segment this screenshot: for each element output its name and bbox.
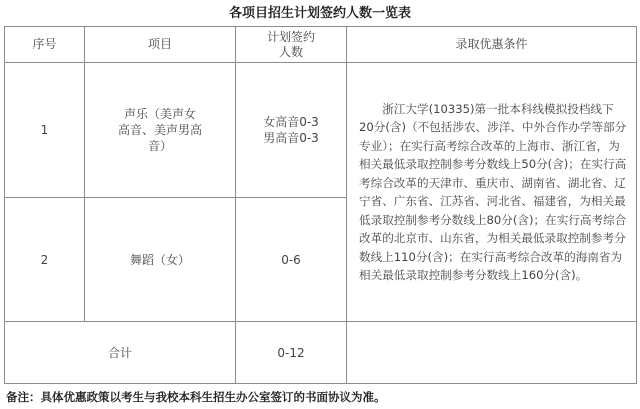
row2-project: 舞蹈（女） (85, 198, 236, 322)
row1-plan-line2: 男高音0-3 (263, 131, 319, 145)
admission-condition: 浙江大学(10335)第一批本科线模拟投档线下20分(含)（不包括涉农、涉洋、中外合作办学等部分专业）；在实行高考综合改革的上海市、浙江省，为相关最低录取控制参考分数线上50分(含)；在实行高考综合改革的天津市、重庆市、湖南省、湖北省、辽宁省、广东省、江苏省、河北省、福建省，为相关最低录取控制参考分数线上80分(含)；在实行高考综合改革的北京市、山东省，为相关最低录取控制参考分数线上110分(含)；在实行高考综合改革的海南省为相关最低录取控制参考分数线上160分(含)。 (347, 63, 637, 322)
header-condition: 录取优惠条件 (347, 27, 637, 63)
row1-plan (236, 63, 347, 198)
row1-project-line3: 音） (147, 139, 172, 153)
row1-index: 1 (5, 63, 85, 198)
header-plan-line2: 人数 (278, 44, 303, 59)
total-empty-cell (347, 322, 637, 384)
total-label: 合计 (5, 322, 236, 384)
footnote: 备注：具体优惠政策以考生与我校本科生招生办公室签订的书面协议为准。 (6, 390, 386, 404)
header-plan-line1: 计划签约 (266, 29, 315, 44)
row1-project-line2: 高音、美声男高 (117, 123, 202, 137)
table-header-row (5, 27, 637, 63)
enrollment-plan-table (4, 26, 637, 384)
header-project: 项目 (85, 27, 236, 63)
row1-project (85, 63, 236, 198)
row1-project-line1: 声乐（美声女 (123, 107, 196, 121)
table-title: 各项目招生计划签约人数一览表 (228, 6, 411, 21)
total-row (5, 322, 637, 384)
row1-plan-line1: 女高音0-3 (263, 115, 319, 129)
total-value: 0-12 (236, 322, 347, 384)
row2-index: 2 (5, 198, 85, 322)
table-row (5, 63, 637, 198)
header-plan (236, 27, 347, 63)
header-index: 序号 (5, 27, 85, 63)
row2-plan: 0-6 (236, 198, 347, 322)
